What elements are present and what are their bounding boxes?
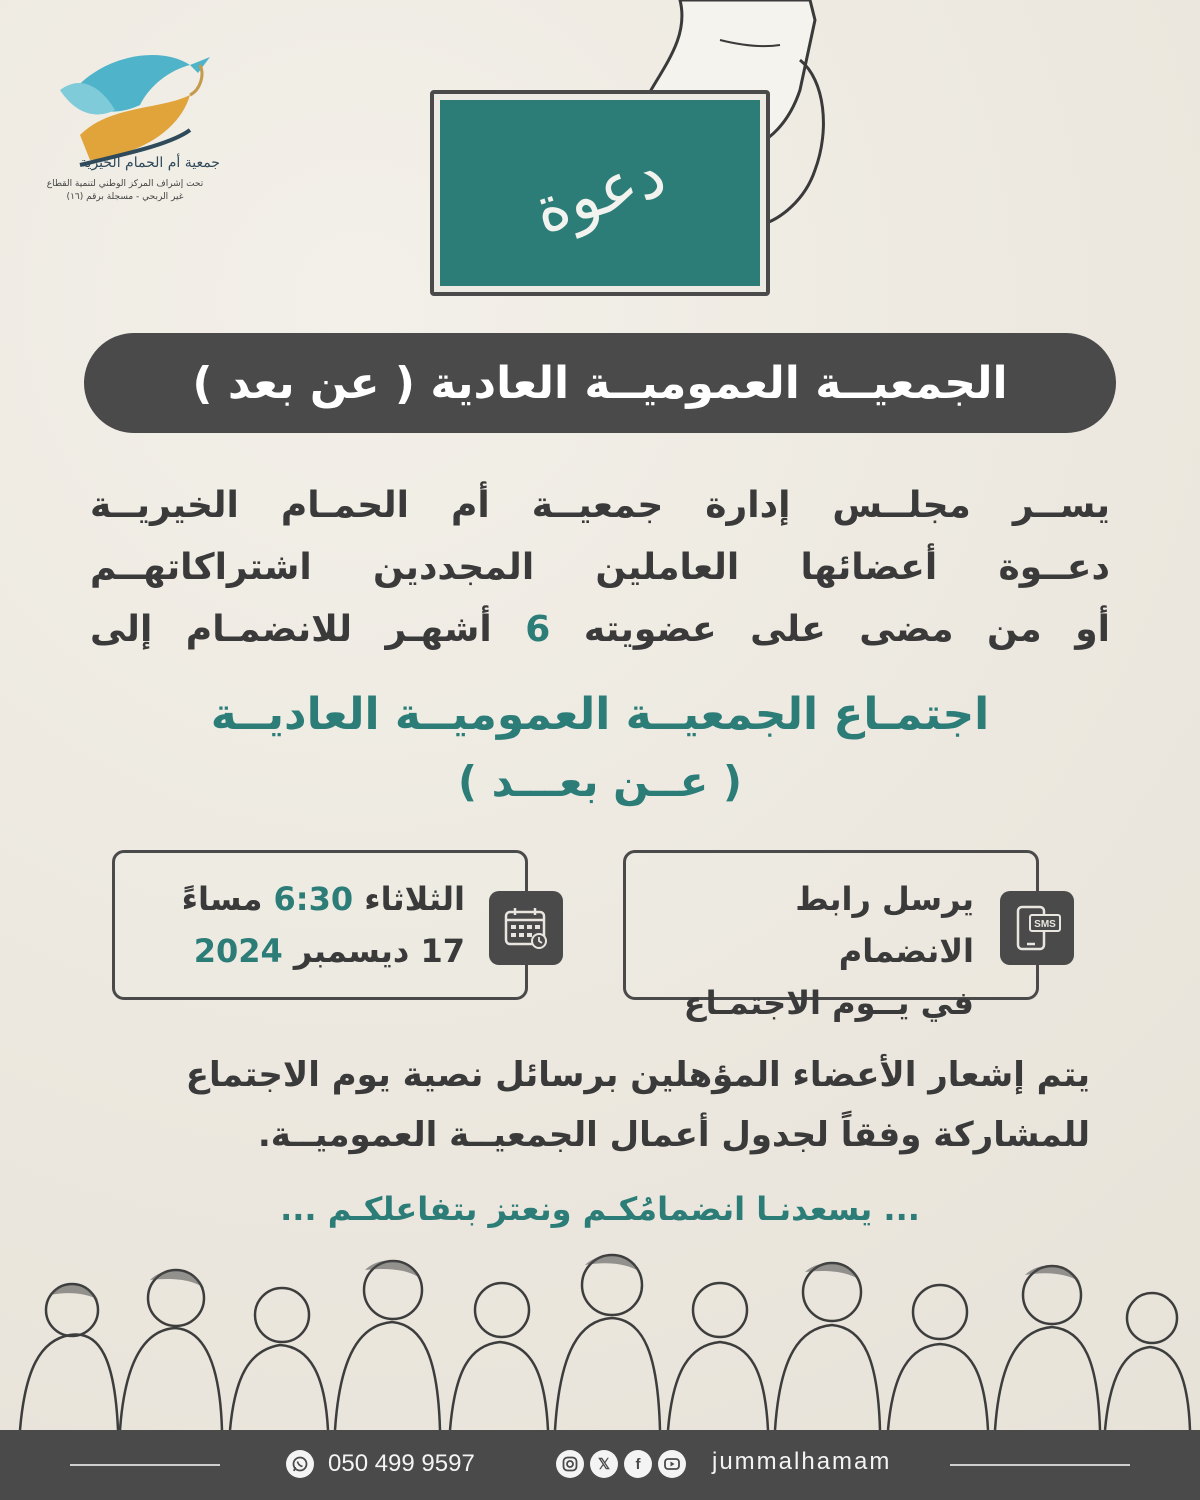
x-icon[interactable]: 𝕏 <box>590 1450 618 1478</box>
title-banner <box>84 333 1116 433</box>
calendar-icon <box>489 891 563 965</box>
youtube-icon[interactable] <box>658 1450 686 1478</box>
meeting-subheadline: ( عــن بعـــد ) <box>457 757 743 806</box>
meeting-day: الثلاثاء <box>364 880 465 918</box>
social-handle[interactable]: jummalhamam <box>712 1448 892 1475</box>
logo-name: جمعية أم الحمام الخيرية <box>80 155 220 171</box>
join-link-line-1: يرسل رابط الانضمام <box>795 880 974 970</box>
intro-line-1: يســر مجلــس إدارة جمعيــة أم الحمـام الخيريــة <box>90 485 1110 526</box>
meeting-date-day: 17 <box>420 932 465 970</box>
notification-line-1: يتم إشعار الأعضاء المؤهلين برسائل نصية يوم الاجتماع <box>185 1055 1090 1095</box>
join-link-box <box>623 850 1056 1022</box>
months-number: 6 <box>525 609 551 650</box>
meeting-headline: اجتمـاع الجمعيــة العموميــة العاديــة <box>210 689 990 740</box>
meeting-month: ديسمبر <box>293 932 410 970</box>
page-title: الجمعيــة العموميــة العادية ( عن بعد ) <box>192 357 1008 409</box>
notification-line-2: للمشاركة وفقاً لجدول أعمال الجمعيــة العموميــة. <box>257 1115 1090 1155</box>
intro-line-2: دعــوة أعضائها العاملين المجددين اشتراكاتهــم <box>90 547 1110 588</box>
facebook-icon[interactable]: f <box>624 1450 652 1478</box>
social-icons <box>556 1446 686 1482</box>
intro-line-3-b: أشهـر للانضمـام إلى <box>90 609 492 650</box>
date-line-2 <box>135 925 465 977</box>
whatsapp-icon <box>286 1450 314 1478</box>
footer-bar <box>0 1430 1200 1500</box>
date-time-text <box>135 873 465 977</box>
intro-line-3-a: أو من مضى على عضويته <box>583 609 1110 650</box>
logo-subtitle-line1: تحت إشراف المركز الوطني لتنمية القطاع <box>46 179 204 189</box>
card-face <box>440 100 760 286</box>
logo-subtitle <box>30 178 220 204</box>
meeting-time: 6:30 <box>273 880 354 918</box>
intro-line-3 <box>90 599 1110 661</box>
footer-divider-left <box>70 1464 220 1466</box>
phone-number: 050 499 9597 <box>328 1450 475 1477</box>
instagram-icon[interactable] <box>556 1450 584 1478</box>
join-link-text <box>654 873 974 1029</box>
join-link-line-2: في يــوم الاجتمـاع <box>683 984 974 1022</box>
slogan: ... يسعدنـا انضمامُكـم ونعتز بتفاعلكـم ... <box>280 1190 920 1228</box>
svg-text:SMS: SMS <box>1034 919 1056 930</box>
meeting-year: 2024 <box>193 932 283 970</box>
audience-illustration <box>0 1250 1200 1430</box>
card-word: دعوة <box>525 137 675 249</box>
sms-phone-icon <box>1000 891 1074 965</box>
invitation-card <box>430 90 770 296</box>
notification-paragraph <box>110 1045 1090 1165</box>
date-time-box <box>112 850 528 1000</box>
logo-subtitle-line2: غير الربحي - مسجلة برقم (١٦) <box>66 192 184 202</box>
footer-phone[interactable] <box>286 1446 475 1482</box>
meeting-period: مساءً <box>181 880 263 918</box>
intro-paragraph <box>90 475 1110 661</box>
date-line-1 <box>135 873 465 925</box>
footer-divider-right <box>950 1464 1130 1466</box>
